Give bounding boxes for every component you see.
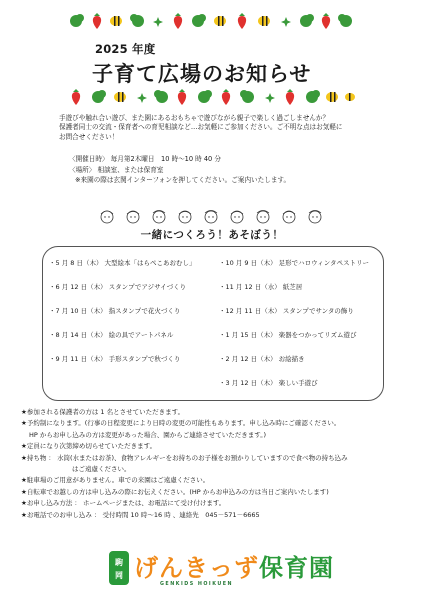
event-item: ・2 月 12 日（木） お絵描き — [219, 355, 305, 363]
date-info: 〈開催日時〉 毎月第2木曜日 10 時～10 時 40 分 — [69, 155, 221, 163]
event-item: ・6 月 12 日（木） スタンプでアジサイづくり — [49, 283, 187, 291]
strawberry-bee-clover-icons — [70, 12, 355, 30]
event-item: ・9 月 11 日（木） 手形スタンプで秋づくり — [49, 355, 181, 363]
logo-subtitle: GENKIDS HOIKUEN — [160, 582, 234, 587]
note-item: ★お電話でのお申し込み ： 受付時間 10 時～16 時 、連絡先 045－571－6665 — [21, 510, 260, 519]
event-item: ・5 月 8 日（木） 大型絵本「はらぺこあおむし」 — [49, 259, 196, 267]
note-item: ★お申し込み方法 ： ホームページまたは、お電話にて受け付けます。 — [21, 499, 226, 508]
svg-text:岡: 岡 — [115, 571, 123, 580]
logo-badge-icon — [108, 550, 130, 586]
place-info: 〈場所〉 相談室、または保育室 — [69, 165, 164, 174]
note-item: ★定員になり次第締め切らせていただきます。 — [21, 442, 157, 451]
year-label: 2025 年度 — [95, 42, 156, 56]
intro-line: 手遊びや触れ合い遊び、また園にあるおもちゃで遊びながら親子で楽しく過ごしませんか？ — [59, 114, 330, 122]
note-item: HP からお申し込みの方は変更があった場合、園からご連絡させていただきます。) — [29, 430, 267, 439]
logo-text: げんきっず保育園 — [134, 554, 334, 582]
intro-text — [59, 114, 409, 142]
page-title: 子育て広場のお知らせ — [92, 62, 312, 86]
event-item: ・7 月 10 日（木） 指スタンプで花火づくり — [49, 307, 181, 315]
event-item: ・1 月 15 日（木） 楽器をつかってリズム遊び — [219, 331, 357, 339]
event-item: ・8 月 14 日（木） 絵の具でアートパネル — [49, 331, 174, 339]
svg-text:駒: 駒 — [115, 558, 123, 567]
note-item: はご遠慮ください。 — [72, 465, 131, 474]
event-item: ・11 月 12 日（水） 紙芝居 — [219, 283, 303, 291]
notes-list — [21, 407, 416, 521]
note-item: ★自転車でお越しの方は申し込みの際にお伝えください。(HP からお申込みの方は当日ご案内いたします) — [21, 487, 329, 496]
children-faces-icon — [98, 208, 338, 225]
event-info — [69, 154, 290, 186]
intro-line: お問合せください！ — [59, 132, 119, 141]
event-item: ・10 月 9 日（木） 足形でハロウィンタペストリー — [219, 259, 370, 267]
event-item: ・3 月 12 日（木） 楽しい手遊び — [219, 379, 318, 387]
strawberry-clover-icons — [70, 88, 355, 106]
events-heading: 一緒につくろう！あそぼう！ — [140, 229, 284, 241]
note-item: ★予約制になります。(行事の日程変更により日時の変更の可能性もあります。申し込み時にご確認ください。 — [21, 419, 341, 428]
entry-note: ※来園の際は玄関インターフォンを押してください。ご案内いたします。 — [75, 176, 291, 184]
nursery-logo — [100, 546, 334, 594]
note-item: ★持ち物 ： 水筒(水またはお茶)、食物アレルギーをお持ちのお子様をお預かりしていますので食べ物の持ち込み — [21, 453, 348, 462]
note-item: ★参加される保護者の方は 1 名とさせていただきます。 — [21, 408, 185, 416]
note-item: ★駐車場のご用意がありません。車での来園はご遠慮ください。 — [21, 476, 210, 485]
intro-line: 保護者同士の交流・保育者への育児相談など…お気軽にご参加ください。ご不明な点はお気軽に — [59, 123, 343, 132]
event-item: ・12 月 11 日（木） スタンプでサンタの飾り — [219, 307, 354, 315]
decoration-row-bottom — [70, 88, 355, 106]
children-faces-decoration — [98, 208, 338, 225]
event-schedule-box — [42, 246, 384, 401]
decoration-row-top — [70, 12, 355, 30]
